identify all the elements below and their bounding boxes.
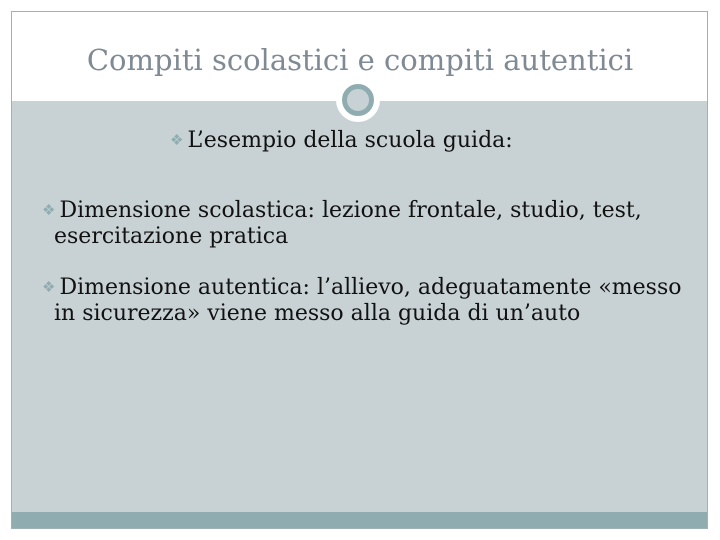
list-item <box>42 198 694 250</box>
subheading-text: L’esempio della scuola guida: <box>187 128 513 153</box>
list-item-text: Dimensione autentica: l’allievo, adeguatamente «messo in sicurezza» viene messo alla guida di un’auto <box>54 275 682 326</box>
slide-title: Compiti scolastici e compiti autentici <box>86 43 634 77</box>
ring-divider-icon <box>336 78 380 122</box>
diamond-bullet-icon: ❖ <box>42 278 56 296</box>
list-item-text: Dimensione scolastica: lezione frontale, studio, test, esercitazione pratica <box>54 198 642 249</box>
diamond-bullet-icon: ❖ <box>42 201 56 219</box>
ring-inner-circle <box>342 84 374 116</box>
subheading <box>170 128 513 154</box>
diamond-bullet-icon: ❖ <box>170 131 184 149</box>
list-item <box>42 275 694 327</box>
